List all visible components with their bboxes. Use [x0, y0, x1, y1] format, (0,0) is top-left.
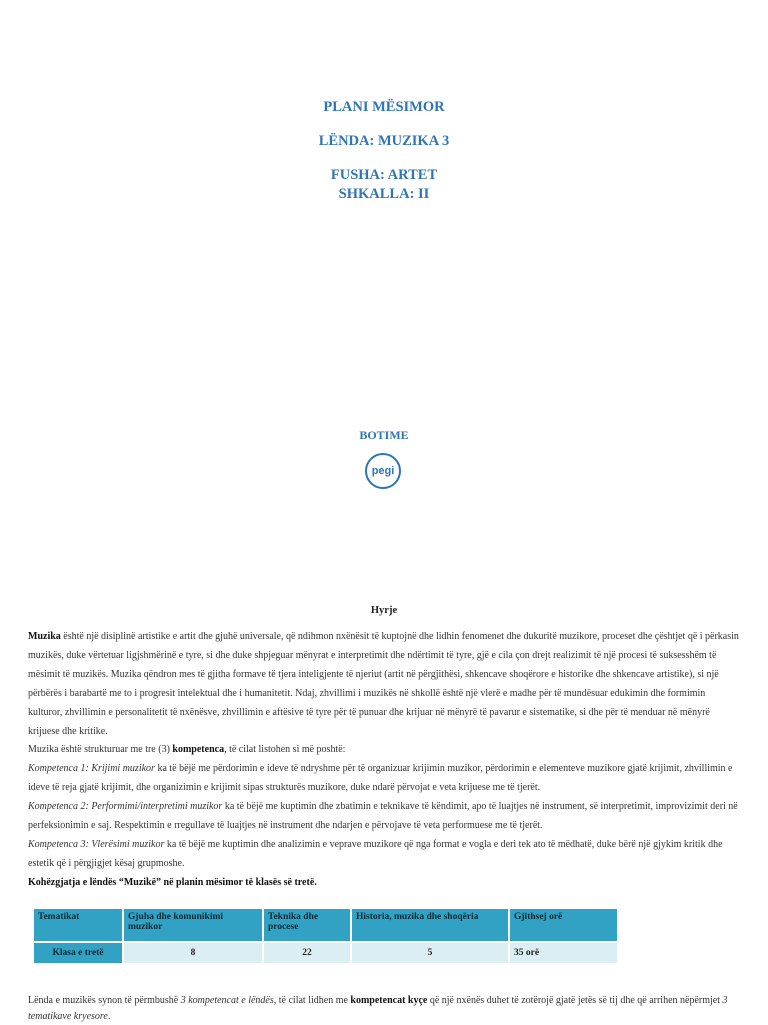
muzika-bold: Muzika	[28, 631, 61, 642]
competence-1-title: Kompetenca 1: Krijimi muzikor	[28, 763, 155, 775]
table-header-cell: Teknika dhe procese	[264, 909, 350, 941]
intro-heading: Hyrje	[370, 605, 398, 616]
duration-heading: Kohëzgjatja e lëndës “Muzikë” në planin mësimor të klasës së tretë.	[28, 876, 317, 888]
intro-paragraph	[28, 628, 740, 741]
competence-2-title: Kompetenca 2: Performimi/interpretimi muzikor	[28, 801, 223, 813]
competence-1	[28, 760, 740, 798]
table-cell: 8	[124, 943, 262, 963]
footer-italic-2: 3 tematikave kryesore	[28, 995, 728, 1022]
competence-2	[28, 798, 740, 836]
intro-body	[28, 628, 740, 893]
table-cell: 35 orë	[510, 943, 617, 963]
table-header-cell: Gjuha dhe komunikimi muzikor	[124, 909, 262, 941]
footer-text-1: Lënda e muzikës synon të përmbushë	[28, 995, 181, 1006]
competence-3-title: Kompetenca 3: Vlerësimi muzikor	[28, 838, 165, 850]
table-cell: 5	[352, 943, 508, 963]
table-header-cell: Tematikat	[34, 909, 122, 941]
pegi-logo	[365, 453, 401, 489]
footer-paragraph	[28, 993, 740, 1025]
competence-3-text: ka të bëjë me kuptimin dhe analizimin e veprave muzikore që nga format e vogla e deri tek ato të mëdhatë, duke bërë një gjykim kritik dhe estetik që i përgjigjet kësaj grupmoshe.	[28, 838, 723, 869]
competence-2-text: ka të bëjë me kuptimin dhe zbatimin e teknikave të këndimit, apo të luajtjes në instrument, së interpretimit, improvizimit deri në perfeksionimin e saj. Respektimin e rregullave të luajtjes në instrument dhe ndarjen e përvojave të veta performuese me të tjerët.	[28, 801, 738, 832]
footer-text-4: .	[107, 1011, 111, 1022]
table-row-label: Klasa e tretë	[34, 943, 122, 963]
competence-intro-end: , të cilat listohen si më poshtë:	[224, 744, 346, 756]
footer-bold: kompetencat kyçe	[350, 995, 428, 1006]
footer-text-2: , të cilat lidhen me	[273, 995, 351, 1006]
field-title: FUSHA: ARTET	[330, 167, 438, 183]
pegi-logo-text: pegi	[371, 465, 395, 477]
plan-title: PLANI MËSIMOR	[323, 99, 445, 115]
table-row	[34, 943, 617, 963]
table-header-cell: Gjithsej orë	[510, 909, 617, 941]
footer-text-3: që një nxënës duhet të zotërojë gjatë jetës së tij dhe që arrihen nëpërmjet	[427, 995, 723, 1006]
table-cell: 22	[264, 943, 350, 963]
hours-table	[32, 907, 619, 965]
subject-title: LËNDA: MUZIKA 3	[318, 133, 450, 149]
competence-word: kompetenca	[172, 744, 225, 756]
table-header-cell: Historia, muzika dhe shoqëria	[352, 909, 508, 941]
competence-intro-start: Muzika është strukturuar me tre (3)	[28, 744, 173, 756]
publisher-label: BOTIME	[359, 428, 409, 442]
footer-italic-1: 3 kompetencat e lëndës	[180, 995, 274, 1006]
competence-1-text: ka të bëjë me përdorimin e ideve të ndryshme për të organizuar krijimin muzikor, përdorimin e elementeve muzikore gjatë krijimit, zhvillimin e ideve të reja gjatë krijimit, dhe organizimin e krijimit sipas strukturës muzikore, duke ndarë përvojat e veta krijuese me të tjerët.	[28, 763, 733, 794]
level-title: SHKALLA: II	[338, 186, 430, 202]
competence-3	[28, 836, 740, 874]
competence-intro	[28, 741, 740, 760]
document-title-block	[0, 98, 768, 204]
intro-paragraph-text: është një disiplinë artistike e artit dhe gjuhë universale, që ndihmon nxënësit të kuptojnë dhe lidhin fenomenet dhe dukuritë muzikore, proceset dhe çështjet që i përkasin muzikës, duke vërtetuar ligjshmërinë e tyre, si dhe duke shpjeguar mënyrat e interpretimit dhe ndërtimit të tyre, gjë e cila çon drejt realizimit të një procesi të suksesshëm të mësimit të muzikës. Muzika qëndron mes të gjitha formave të tjera inteligjente të njeriut (artit në përgjithësi, shkencave shoqërore e historike dhe shkencave artistike), si një përbërës i barabartë me to i progresit intelektual dhe i humanitetit. Ndaj, zhvillimi i muzikës në shkollë është një vlerë e madhe për të mundësuar edukimin dhe formimin kulturor, zhvillimin e personalitetit të nxënësve, zhvillimin e aftësive të tyre për të punuar dhe krijuar në mënyrë të pavarur e sistematike, si dhe për të menduar në mënyrë krijuese dhe kritike.	[28, 631, 739, 737]
table-header-row	[34, 909, 617, 941]
